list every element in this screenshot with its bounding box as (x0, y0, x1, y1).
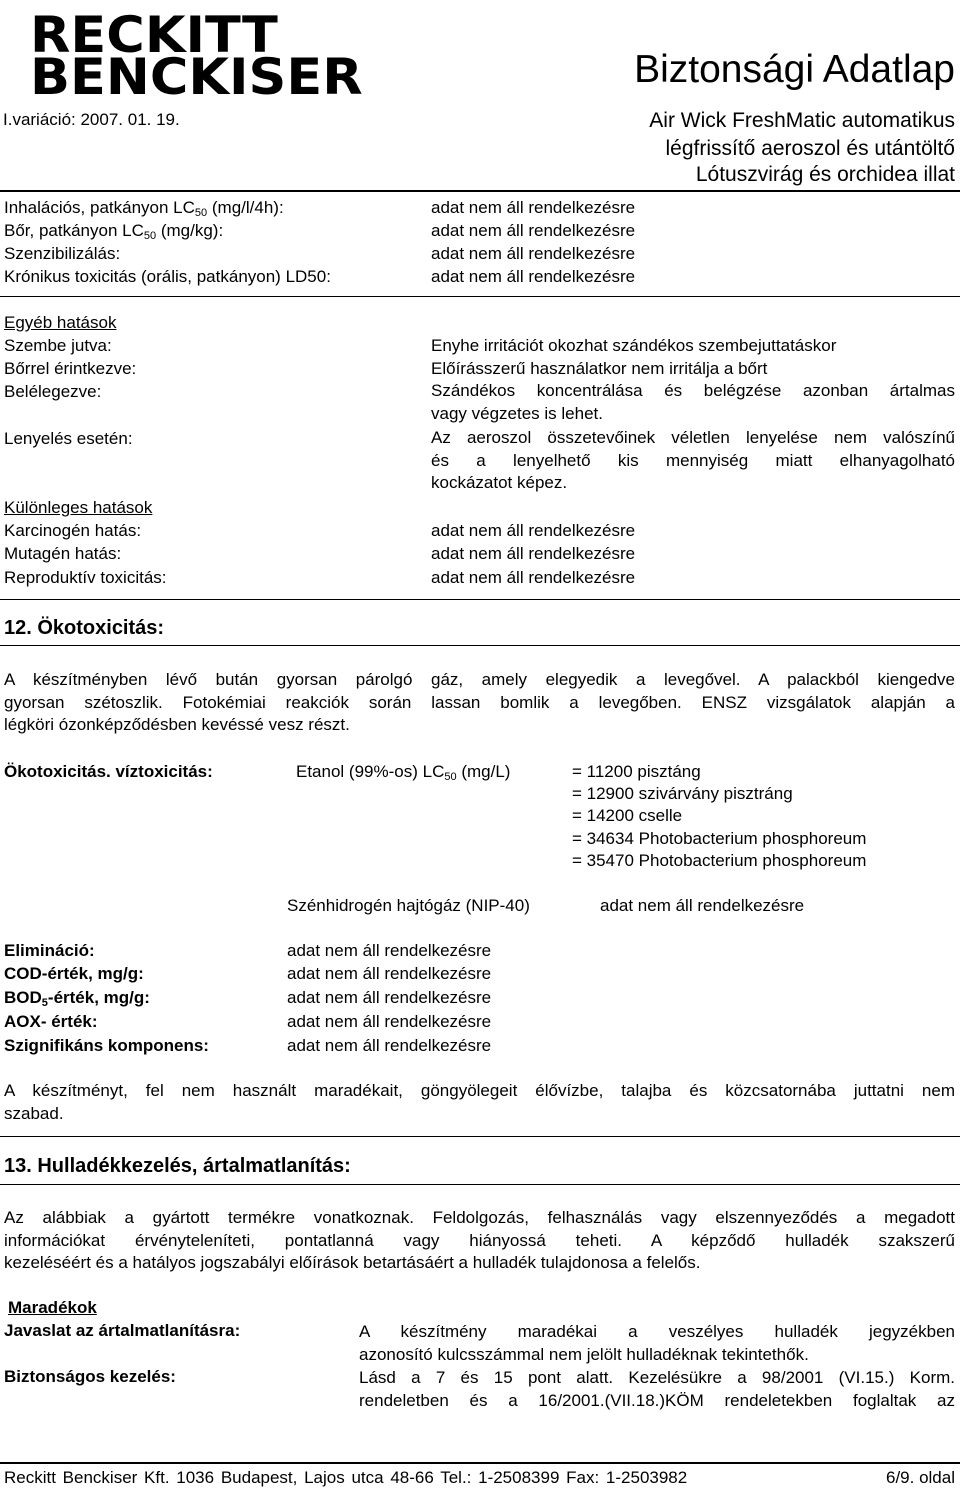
tox-value-skin: adat nem áll rendelkezésre (431, 221, 636, 240)
inhalation-label: Belélegezve: (4, 382, 102, 401)
bod-label: $BOD_5$-érték, mg/g: (4, 988, 150, 1009)
header-divider (0, 190, 960, 192)
tox-value-chronic: adat nem áll rendelkezésre (431, 267, 636, 286)
mutagen-label: Mutagén hatás: (4, 544, 122, 563)
section-13-title: 13. Hulladékkezelés, ártalmatlanítás: (4, 1155, 351, 1177)
tox-label-skin: Bőr, patkányon $LC_{50}$ (mg/kg): (4, 221, 224, 242)
skin-contact-label: Bőrrel érintkezve: (4, 359, 137, 378)
disposal-proposal-value: A készítmény maradékai a veszélyes hulladék jegyzékben azonosító kulcsszámmal nem jelölt hulladéknak tekintethők. (359, 1322, 955, 1364)
ethanol-value: = 35470 Photobacterium phosphoreum (572, 851, 867, 870)
reproductive-label: Reproduktív toxicitás: (4, 568, 167, 587)
product-name-line1: Air Wick FreshMatic automatikus (649, 109, 955, 132)
ecotoxicity-label: Ökotoxicitás. víztoxicitás: (4, 762, 213, 781)
section-divider (0, 1184, 960, 1185)
mutagen-value: adat nem áll rendelkezésre (431, 544, 636, 563)
tox-label-sensitization: Szenzibilizálás: (4, 244, 121, 263)
product-name-line2: légfrissítő aeroszol és utántöltő (665, 137, 955, 160)
other-effects-heading: Egyéb hatások (4, 313, 117, 332)
reproductive-value: adat nem áll rendelkezésre (431, 568, 636, 587)
tox-label-inhalation: Inhalációs, patkányon $LC_{50}$ (mg/l/4h): (4, 198, 284, 219)
ethanol-value: = 11200 pisztáng (572, 762, 701, 781)
ethanol-value: = 12900 szivárvány pisztráng (572, 784, 793, 803)
footer-page-number: 6/9. oldal (886, 1468, 955, 1487)
inhalation-value: Szándékos koncentrálása és belégzése azonban ártalmas vagy végzetes is lehet. (431, 381, 955, 423)
aox-label: AOX- érték: (4, 1012, 98, 1031)
cod-label: COD-érték, mg/g: (4, 964, 144, 983)
hydrocarbon-value: adat nem áll rendelkezésre (600, 896, 805, 915)
special-effects-heading: Különleges hatások (4, 498, 153, 517)
disposal-proposal-label: Javaslat az ártalmatlanításra: (4, 1321, 241, 1340)
significant-component-label: Szignifikáns komponens: (4, 1036, 209, 1055)
elimination-label: Elimináció: (4, 941, 95, 960)
safe-handling-label: Biztonságos kezelés: (4, 1367, 176, 1386)
disposal-warning: A készítményt, fel nem használt maradékait, göngyölegeit élővízbe, talajba és közcsatornába juttatni nem szabad. (4, 1081, 955, 1123)
tox-value-inhalation: adat nem áll rendelkezésre (431, 198, 636, 217)
section-12-title: 12. Ökotoxicitás: (4, 617, 165, 639)
footer-divider (0, 1462, 960, 1464)
variation-date: I.variáció: 2007. 01. 19. (3, 110, 180, 129)
ingestion-value: Az aeroszol összetevőinek véletlen lenyelése nem valószínű és a lenyelhető kis mennyiség miatt elhanyagolható kockázatot képez. (431, 428, 955, 492)
elimination-value: adat nem áll rendelkezésre (287, 941, 492, 960)
ethanol-value: = 14200 cselle (572, 806, 683, 825)
tox-value-sensitization: adat nem áll rendelkezésre (431, 244, 636, 263)
company-logo-line2: BENCKISER (30, 48, 363, 106)
section-12-paragraph: A készítményben lévő bután gyorsan párolgó gáz, amely elegyedik a levegővel. A palackból kiengedve gyorsan szétoszlik. Fotokémiai reakciók során lassan bomlik a levegőben. ENSZ vizsgálatok alapján a légköri ózonképződésben kevéssé vesz részt. (4, 670, 955, 734)
safe-handling-value: Lásd a 7 és 15 pont alatt. Kezelésükre a 98/2001 (VI.15.) Korm. rendeletben és a 16/2001.(VII.18.)KÖM rendeletekben foglaltak az (359, 1368, 955, 1410)
company-logo-line1: RECKITT (30, 6, 278, 64)
carcinogen-value: adat nem áll rendelkezésre (431, 521, 636, 540)
section-divider (0, 296, 960, 297)
ethanol-label: Etanol (99%-os) $LC_{50}$ (mg/L) (296, 762, 511, 783)
carcinogen-label: Karcinogén hatás: (4, 521, 142, 540)
significant-component-value: adat nem áll rendelkezésre (287, 1036, 492, 1055)
tox-label-chronic: Krónikus toxicitás (orális, patkányon) LD50: (4, 267, 331, 286)
bod-value: adat nem áll rendelkezésre (287, 988, 492, 1007)
cod-value: adat nem áll rendelkezésre (287, 964, 492, 983)
hydrocarbon-label: Szénhidrogén hajtógáz (NIP-40) (287, 896, 530, 915)
section-divider (0, 645, 960, 646)
eye-label: Szembe jutva: (4, 336, 112, 355)
aox-value: adat nem áll rendelkezésre (287, 1012, 492, 1031)
ethanol-value: = 34634 Photobacterium phosphoreum (572, 829, 867, 848)
section-13-paragraph: Az alábbiak a gyártott termékre vonatkoznak. Feldolgozás, felhasználás vagy elszennyeződés a megadott információkat érvényteleníteti, pontatlanná vagy hiányossá teheti. A képződő hulladék szakszerű kezeléséért és a hatályos jogszabályi előírások betartásáért a hulladék tulajdonosa a felelős. (4, 1208, 955, 1272)
section-divider (0, 599, 960, 600)
section-divider (0, 1136, 960, 1137)
eye-value: Enyhe irritációt okozhat szándékos szembejuttatáskor (431, 336, 837, 355)
product-name-line3: Lótuszvirág és orchidea illat (695, 163, 955, 186)
ingestion-label: Lenyelés esetén: (4, 429, 133, 448)
residues-heading: Maradékok (8, 1298, 97, 1317)
footer-company-info: Reckitt Benckiser Kft. 1036 Budapest, Lajos utca 48-66 Tel.: 1-2508399 Fax: 1-2503982 (4, 1468, 688, 1487)
document-title: Biztonsági Adatlap (634, 48, 955, 91)
skin-contact-value: Előírásszerű használatkor nem irritálja a bőrt (431, 359, 768, 378)
